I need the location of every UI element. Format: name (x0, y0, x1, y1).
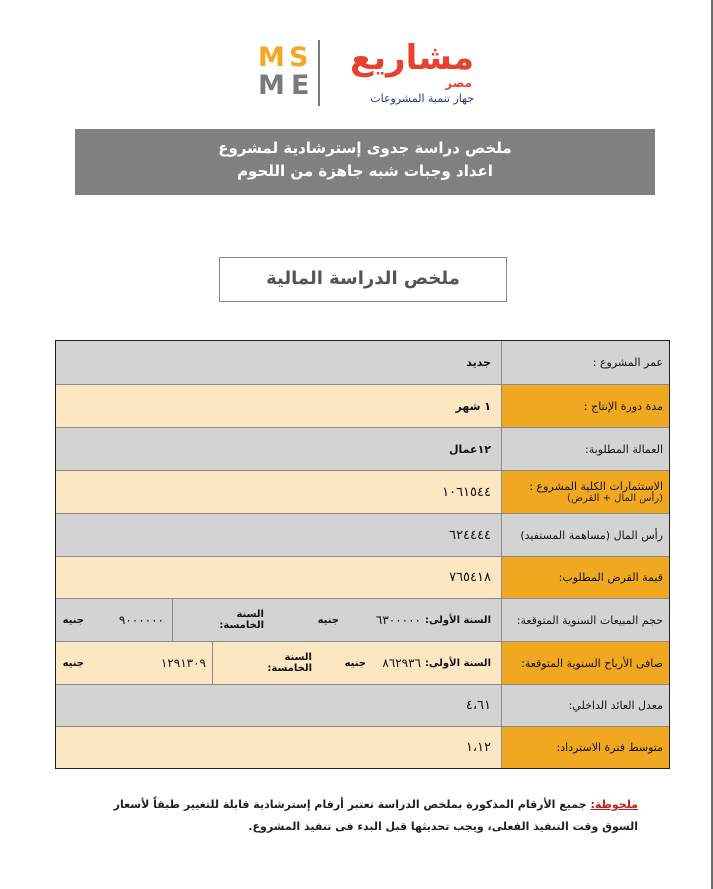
disclaimer-note (100, 794, 638, 838)
table-row-payback (56, 727, 669, 768)
row-label (501, 428, 669, 470)
financial-summary-table (55, 340, 670, 769)
year5-unit: جنيه (62, 614, 84, 626)
year1-value: ٦٣٠٠٠٠٠ (375, 613, 421, 627)
year5-value: ١٢٩١٣٠٩ (160, 656, 206, 670)
msme-logo-mark (256, 42, 318, 101)
year1-unit: جنيه (317, 614, 339, 626)
label-text: رأس المال (مساهمة المستفيد) (520, 528, 663, 542)
row-value: ٦٢٤٤٤٤ (449, 527, 491, 543)
year5-label-b: الخامسة: (267, 663, 312, 674)
year1-unit: جنيه (344, 657, 366, 669)
label-text: عمر المشروع : (592, 356, 663, 369)
row-label (501, 599, 669, 641)
table-row-labor (56, 428, 669, 471)
row-label (501, 341, 669, 384)
label-text: حجم المبيعات السنوية المتوقعة: (516, 613, 663, 627)
label-text: قيمة القرض المطلوب: (558, 571, 663, 584)
year5-label-a: السنة (284, 652, 312, 663)
year1-label: السنة الأولى: (425, 614, 491, 626)
year5-label-b: الخامسة: (219, 620, 264, 631)
year5-label-a: السنة (236, 609, 264, 620)
table-row-project-age (56, 341, 669, 385)
cell-divider (212, 642, 213, 684)
row-label (501, 685, 669, 726)
row-value: ١ شهر (455, 399, 491, 413)
table-row-irr (56, 685, 669, 727)
row-label (501, 514, 669, 556)
msme-letter-e: E (291, 70, 310, 101)
brand-word: مشاريع (350, 38, 474, 78)
label-text: مدة دورة الإنتاج : (583, 399, 663, 413)
label-text: متوسط فترة الاسترداد: (556, 741, 663, 754)
row-value: ٤،٦١ (465, 698, 491, 713)
table-row-loan (56, 557, 669, 599)
row-value: ١٢عمال (448, 442, 491, 456)
row-value: ١٠٦١٥٤٤ (442, 484, 491, 500)
row-label (501, 727, 669, 768)
table-row-total-investment (56, 471, 669, 514)
title-banner (75, 129, 655, 195)
label-text: الاستثمارات الكلية المشروع : (529, 480, 663, 493)
table-row-production-cycle (56, 385, 669, 428)
row-label (501, 557, 669, 598)
label-text: معدل العائد الداخلي: (568, 699, 663, 712)
logo-divider (318, 40, 320, 106)
year5-label (219, 599, 264, 641)
table-row-annual-profit (56, 642, 669, 685)
title-line-2: اعداد وجبات شبه جاهزة من اللحوم (237, 162, 493, 180)
year5-label (267, 642, 312, 684)
section-title: ملخص الدراسة المالية (219, 257, 507, 302)
msme-letter-m1: M (258, 42, 285, 73)
row-label (501, 471, 669, 513)
row-value: ١،١٢ (465, 740, 491, 755)
row-value: ٧٦٥٤١٨ (449, 570, 491, 585)
title-line-1: ملخص دراسة جدوى إسترشادية لمشروع (218, 139, 512, 157)
year5-unit: جنيه (62, 657, 84, 669)
msme-letter-s: S (289, 42, 309, 73)
note-tag: ملحوظة: (590, 798, 638, 811)
brand-arabic (326, 40, 474, 90)
year1-label: السنة الأولى: (425, 657, 491, 669)
label-note: (رأس المال + القرض) (567, 493, 663, 504)
year1-value: ٨٦٢٩٣٦ (382, 656, 421, 670)
year5-value: ٩٠٠٠٠٠٠ (118, 613, 164, 627)
cell-divider (172, 599, 173, 641)
label-text: العمالة المطلوبة: (585, 442, 663, 456)
brand-country: مصر (445, 76, 472, 90)
note-text: جميع الأرقام المذكورة بملخص الدراسة تعتبر أرقام إسترشادية قابلة للتغيير طبقاً لأسعار السوق وقت التنفيذ الفعلى، ويجب تحديثها قبل البدء فى تنفيذ المشروع. (113, 798, 638, 833)
table-row-annual-sales (56, 599, 669, 642)
table-row-capital (56, 514, 669, 557)
row-value: جديد (466, 356, 491, 369)
logo (256, 40, 474, 112)
label-text: صافى الأرباح السنوية المتوقعة: (521, 656, 663, 670)
msme-letter-m2: M (258, 70, 285, 101)
row-label (501, 642, 669, 684)
brand-subtitle: جهاز تنمية المشروعات (370, 92, 474, 105)
row-label (501, 385, 669, 427)
